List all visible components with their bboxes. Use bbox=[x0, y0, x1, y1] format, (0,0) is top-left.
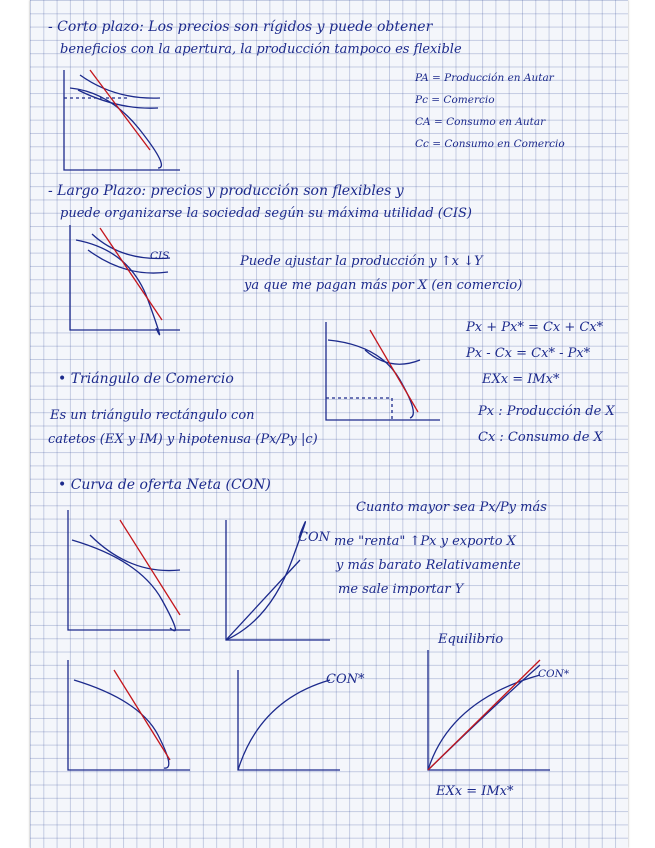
con-star-equil bbox=[428, 675, 540, 770]
price-line-2 bbox=[100, 228, 162, 320]
price-line-5 bbox=[114, 670, 170, 760]
price-line-equil bbox=[428, 660, 540, 770]
ray-1 bbox=[226, 560, 300, 640]
legend-cc: Cc = Consumo en Comercio bbox=[415, 138, 565, 150]
con-star-label-1: CON* bbox=[326, 672, 365, 687]
triangulo-line-1: Es un triángulo rectángulo con bbox=[50, 408, 255, 423]
cis-label: CIS bbox=[150, 250, 170, 262]
axis-graph-5 bbox=[68, 660, 190, 770]
con-star-label-2: CON* bbox=[538, 668, 570, 680]
con-curve bbox=[226, 522, 305, 640]
price-line-4 bbox=[120, 520, 180, 615]
cuanto-line-2: me "renta" ↑Px y exporto X bbox=[334, 534, 516, 549]
equation-1: Px + Px* = Cx + Cx* bbox=[466, 320, 604, 335]
cis-curve-1a bbox=[80, 75, 160, 98]
triangulo-line-2: catetos (EX y IM) y hipotenusa (Px/Py |c) bbox=[48, 432, 318, 447]
definition-cx: Cx : Consumo de X bbox=[478, 430, 603, 445]
largo-plazo-line-1: - Largo Plazo: precios y producción son flexibles y bbox=[48, 183, 404, 199]
axis-graph-2 bbox=[70, 225, 180, 330]
ajustar-line-2: ya que me pagan más por X (en comercio) bbox=[244, 278, 523, 293]
price-line-1 bbox=[90, 70, 150, 150]
legend-pa: PA = Producción en Autar bbox=[415, 72, 554, 84]
price-line-3 bbox=[370, 330, 418, 412]
cuanto-line-1: Cuanto mayor sea Px/Py más bbox=[356, 500, 547, 515]
axis-graph-3 bbox=[326, 322, 440, 420]
axis-con-star bbox=[238, 670, 340, 770]
legend-ca: CA = Consumo en Autar bbox=[415, 116, 546, 128]
sketch-layer bbox=[30, 0, 628, 848]
largo-plazo-line-2: puede organizarse la sociedad según su máxima utilidad (CIS) bbox=[60, 206, 472, 221]
axis-graph-1 bbox=[64, 70, 180, 170]
curva-title: • Curva de oferta Neta (CON) bbox=[58, 477, 271, 493]
equilibrio-label: Equilibrio bbox=[438, 632, 504, 647]
cuanto-line-4: me sale importar Y bbox=[338, 582, 464, 597]
equation-2: Px - Cx = Cx* - Px* bbox=[466, 346, 591, 361]
triangulo-title: • Triángulo de Comercio bbox=[58, 371, 234, 387]
legend-pc: Pc = Comercio bbox=[415, 94, 495, 106]
cis-curve-4 bbox=[90, 535, 180, 571]
ppf-curve-4 bbox=[72, 540, 175, 631]
corto-plazo-line-1: - Corto plazo: Los precios son rígidos y puede obtener bbox=[48, 19, 433, 35]
ajustar-line-1: Puede ajustar la producción y ↑x ↓Y bbox=[240, 254, 483, 269]
ppf-curve-5 bbox=[74, 680, 169, 768]
cis-curve-3 bbox=[365, 350, 420, 364]
equation-3: EXx = IMx* bbox=[482, 372, 560, 387]
ppf-curve-3 bbox=[328, 340, 413, 418]
notebook-page bbox=[30, 0, 628, 848]
ex-im-label: EXx = IMx* bbox=[436, 784, 514, 799]
con-label: CON bbox=[298, 530, 330, 545]
con-star-curve bbox=[238, 680, 330, 770]
corto-plazo-line-2: beneficios con la apertura, la producción tampoco es flexible bbox=[60, 42, 462, 57]
cuanto-line-3: y más barato Relativamente bbox=[336, 558, 521, 573]
definition-px: Px : Producción de X bbox=[478, 404, 615, 419]
ppf-curve-1 bbox=[70, 88, 161, 168]
